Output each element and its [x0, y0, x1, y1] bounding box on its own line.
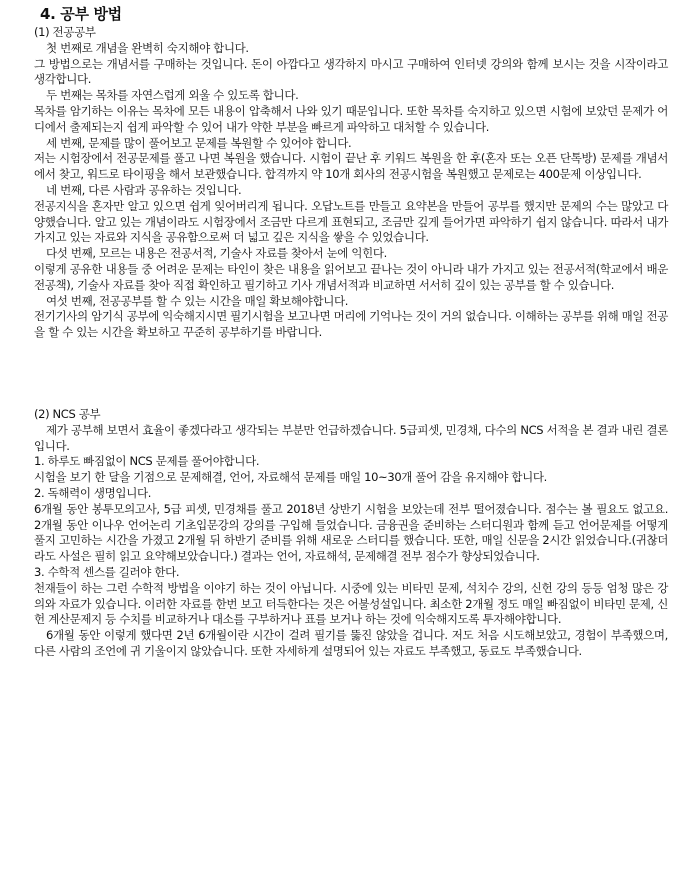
section-title: 4. 공부 방법	[40, 5, 122, 23]
paragraph: 첫 번째로 개념을 완벽히 숙지해야 합니다.	[46, 40, 249, 55]
numbered-item: 1. 하루도 빠짐없이 NCS 문제를 풀어야합니다.	[34, 454, 260, 469]
blank-space	[34, 341, 668, 407]
paragraph: 다섯 번째, 모르는 내용은 전공서적, 기술사 자료를 찾아서 눈에 익힌다.	[46, 246, 387, 261]
paragraph: 전공지식을 혼자만 알고 있으면 쉽게 잊어버리게 됩니다. 오답노트를 만들고 요약본을 만들어 공부를 했지만 문제의 수는 많았고 다양했습니다. 알고 있는 개념이라도 시험장에서 조금만 다르게 표현되고, 조금만 깊게 들어가면 파악하기 쉽지 않습니다. 따라서 내가 가지고 있는 자료와 지식을 공유함으로써 더 넓고 깊은 지식을 쌓을 수 있었습니다.	[34, 198, 668, 245]
paragraph: 6개월 동안 이렇게 했다면 2년 6개월이란 시간이 걸려 필기를 뚫진 않았을 겁니다. 저도 처음 시도해보았고, 경험이 부족했으며, 다른 사람의 조언에 귀 기울이지 않았습니다. 또한 자세하게 설명되어 있는 자료도 부족했고, 동료도 부족했습니다.	[34, 628, 668, 658]
paragraph: 이렇게 공유한 내용들 중 어려운 문제는 타인이 찾은 내용을 읽어보고 끝나는 것이 아니라 내가 가지고 있는 전공서적(학교에서 배운 전공책), 기술사 자료를 찾아 직접 확인하고 필기하고 기사 개념서적과 비교하면 서서히 깊이 있는 공부를 할 수 있습니다.	[34, 261, 668, 292]
paragraph: 6개월 동안 봉투모의고사, 5급 피셋, 민경채를 풀고 2018년 상반기 시험을 보았는데 전부 떨어졌습니다. 점수는 볼 필요도 없고요. 2개월 동안 이나우 언어논리 기초입문강의 강의를 구입해 들었습니다. 금융권을 준비하는 스터디원과 함께 듣고 언어문제를 어떻게 풀지 고민하는 시간을 가졌고 2개월 뒤 하반기 준비를 위해 새로운 스터디를 했습니다. 또한, 매일 신문을 2시간 읽었습니다.(귀찮더라도 사설은 필히 읽고 요약해보았습니다.) 결과는 언어, 자료해석, 문제해결 전부 점수가 향상되었습니다.	[34, 501, 668, 564]
paragraph: 시험을 보기 한 달을 기점으로 문제해결, 언어, 자료해석 문제를 매일 10~30개 풀어 감을 유지해야 합니다.	[34, 470, 547, 485]
paragraph: 두 번째는 목차를 자연스럽게 외울 수 있도록 합니다.	[46, 88, 299, 103]
paragraph: 저는 시험장에서 전공문제를 풀고 나면 복원을 했습니다. 시험이 끝난 후 키워드 복원을 한 후(혼자 또는 오픈 단톡방) 문제를 개념서 에서 찾고, 워드로 타이핑을 해서 보관했습니다. 합격까지 약 10개 회사의 전공시험을 복원했고 문제로는 400문제 이상입니다.	[34, 151, 668, 182]
paragraph: 여섯 번째, 전공공부를 할 수 있는 시간을 매일 확보해야합니다.	[46, 293, 349, 308]
numbered-item: 3. 수학적 센스를 길러야 한다.	[34, 564, 180, 579]
paragraph: 목차를 암기하는 이유는 목차에 모든 내용이 압축해서 나와 있기 때문입니다. 또한 목차를 숙지하고 있으면 시험에 보았던 문제가 어디에서 출제되는지 쉽게 파악할 수 있어 내가 약한 부분을 빠르게 파악하고 대처할 수 있습니다.	[34, 103, 668, 134]
paragraph: 세 번째, 문제를 많이 풀어보고 문제를 복원할 수 있어야 합니다.	[46, 135, 352, 150]
paragraph: 천재들이 하는 그런 수학적 방법을 이야기 하는 것이 아닙니다. 시중에 있는 비타민 문제, 석치수 강의, 신헌 강의 등등 엄청 많은 강의와 자료가 있습니다. 이러한 자료를 한번 보고 터득한다는 것은 어불성설입니다. 최소한 2개월 정도 매일 빠짐없이 비타민 문제, 신헌 계산문제지 등 수치를 비교하거나 대소를 구부하거나 표를 보거나 하는 것에 익숙해지도록 투자해야합니다.	[34, 580, 668, 627]
paragraph: 그 방법으로는 개념서를 구매하는 것입니다. 돈이 아깝다고 생각하지 마시고 구매하여 인터넷 강의와 함께 보시는 것을 시작이라고 생각합니다.	[34, 56, 668, 87]
document-page	[34, 4, 668, 660]
paragraph: 전기기사의 암기식 공부에 익숙해지시면 필기시험을 보고나면 머리에 기억나는 것이 거의 없습니다. 이해하는 공부를 위해 매일 전공을 할 수 있는 시간을 확보하고 꾸준히 공부하기를 바랍니다.	[34, 309, 668, 340]
ncs-study-heading: (2) NCS 공부	[34, 406, 101, 421]
numbered-item: 2. 독해력이 생명입니다.	[34, 485, 152, 500]
major-study-heading: (1) 전공공부	[34, 25, 96, 39]
paragraph: 네 번째, 다른 사람과 공유하는 것입니다.	[46, 182, 242, 197]
paragraph: 제가 공부해 보면서 효율이 좋겠다라고 생각되는 부분만 언급하겠습니다. 5급피셋, 민경채, 다수의 NCS 서적을 본 결과 내린 결론입니다.	[34, 422, 668, 453]
